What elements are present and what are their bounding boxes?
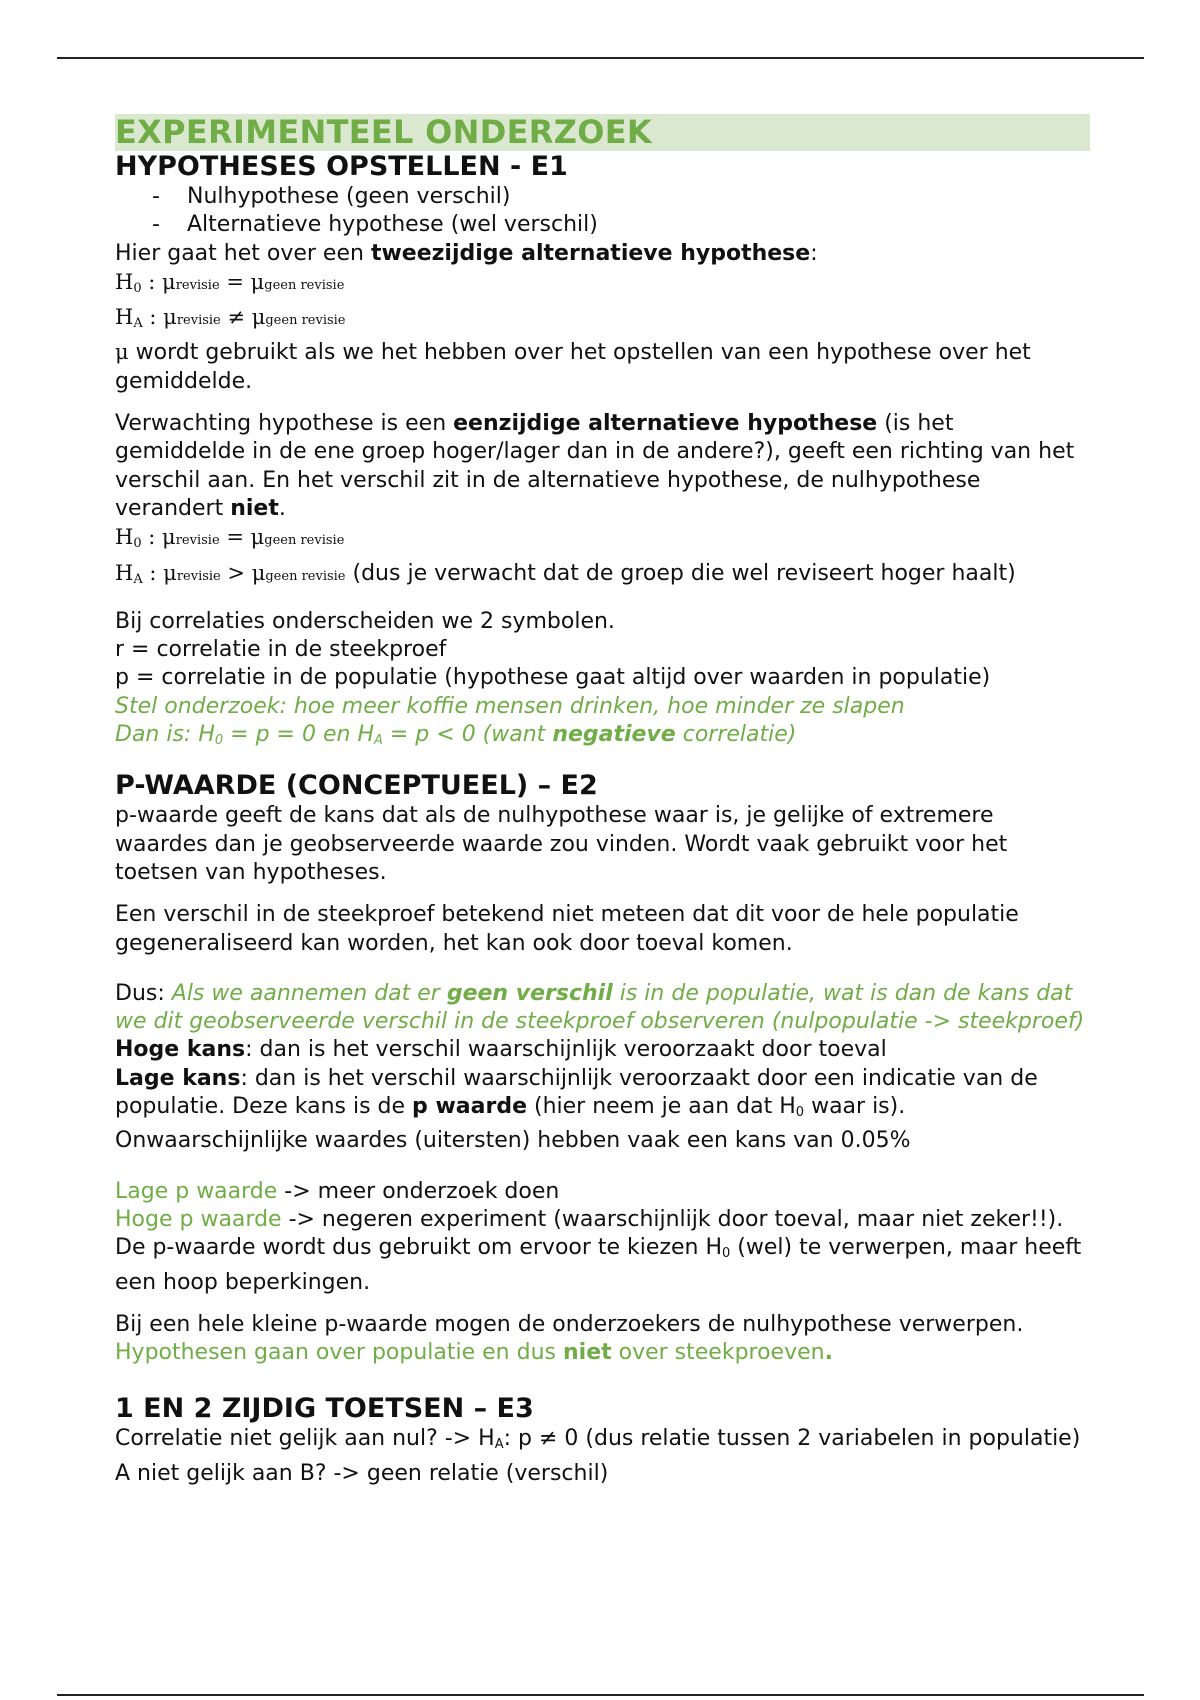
- paragraph: Hoge kans: dan is het verschil waarschijnlijk veroorzaakt door toeval: [115, 1037, 887, 1063]
- paragraph: Verwachting hypothese is een eenzijdige alternatieve hypothese (is het gemiddelde in de ene groep hoger/lager dan in de andere?), geeft een richting van het verschil aan. En het verschil zit in de alternatieve hypothese, de nulhypothese verandert niet.: [115, 411, 1075, 521]
- paragraph: Bij een hele kleine p-waarde mogen de onderzoekers de nulhypothese verwerpen. Hypothesen gaan over populatie en dus niet over steekproeven.: [115, 1311, 1024, 1366]
- paragraph: Lage p waarde -> meer onderzoek doen: [115, 1178, 560, 1204]
- list-item: - Nulhypothese (geen verschil): [152, 183, 1090, 211]
- paragraph: Correlatie niet gelijk aan nul? -> $H_A$: p ≠ 0 (dus relatie tussen 2 variabelen in populatie): [115, 1426, 1081, 1453]
- list-item: - Alternatieve hypothese (wel verschil): [152, 211, 1090, 239]
- section-heading-e3: 1 EN 2 ZIJDIG TOETSEN – E3: [115, 1393, 534, 1425]
- section-heading-e2: P-WAARDE (CONCEPTUEEL) – E2: [115, 770, 598, 802]
- paragraph: Een verschil in de steekproef betekend niet meteen dat dit voor de hele populatie gegeneraliseerd kan worden, het kan ook door toeval komen.: [115, 902, 1019, 956]
- paragraph: p = correlatie in de populatie (hypothese gaat altijd over waarden in populatie): [115, 665, 991, 691]
- formula-ha-onesided: $H_A$ : μrevisie > μgeen revisie (dus je verwacht dat de groep die wel reviseert hoger haalt): [115, 560, 1016, 587]
- paragraph: Lage kans: dan is het verschil waarschijnlijk veroorzaakt door een indicatie van de populatie. Deze kans is de p waarde (hier neem je aan dat $H_0$ waar is). Onwaarschijnlijke waardes (uitersten) hebben vaak een kans van 0.05%: [115, 1065, 1038, 1154]
- paragraph: μ wordt gebruikt als we het hebben over het opstellen van een hypothese over het gemiddelde.: [115, 340, 1031, 394]
- example-text: Stel onderzoek: hoe meer koffie mensen drinken, hoe minder ze slapen: [115, 693, 905, 719]
- formula-ha: $H_A$ : μrevisie ≠ μgeen revisie: [115, 305, 346, 332]
- formula-h0: $H_0$ : μrevisie = μgeen revisie: [115, 525, 345, 552]
- hypothesis-list: [115, 183, 1090, 240]
- example-text: Dan is: $H_0 = p = 0$ en $H_A = p < 0$ (want negatieve correlatie): [115, 722, 797, 749]
- paragraph: Hier gaat het over een tweezijdige alternatieve hypothese:: [115, 240, 818, 266]
- paragraph: r = correlatie in de steekproef: [115, 637, 447, 663]
- paragraph: p-waarde geeft de kans dat als de nulhypothese waar is, je gelijke of extremere waardes dan je geobserveerde waarde zou vinden. Wordt vaak gebruikt voor het toetsen van hypotheses.: [115, 803, 1008, 885]
- paragraph: A niet gelijk aan B? -> geen relatie (verschil): [115, 1460, 609, 1486]
- footer-rule: [57, 1694, 1144, 1696]
- document-page: [115, 114, 1090, 1488]
- paragraph: Bij correlaties onderscheiden we 2 symbolen.: [115, 608, 615, 634]
- header-rule: [57, 57, 1144, 59]
- chapter-banner: EXPERIMENTEEL ONDERZOEK: [115, 114, 1090, 151]
- paragraph: Dus: Als we aannemen dat er geen verschil is in de populatie, wat is dan de kans dat we dit geobserveerde verschil in de steekproef observeren (nulpopulatie -> steekproef): [115, 980, 1085, 1035]
- paragraph: Hoge p waarde -> negeren experiment (waarschijnlijk door toeval, maar niet zeker!!). De p-waarde wordt dus gebruikt om ervoor te kiezen $H_0$ (wel) te verwerpen, maar heeft een hoop beperkingen.: [115, 1206, 1082, 1295]
- section-heading-e1: HYPOTHESES OPSTELLEN - E1: [115, 151, 568, 182]
- formula-h0: $H_0$ : μrevisie = μgeen revisie: [115, 269, 345, 296]
